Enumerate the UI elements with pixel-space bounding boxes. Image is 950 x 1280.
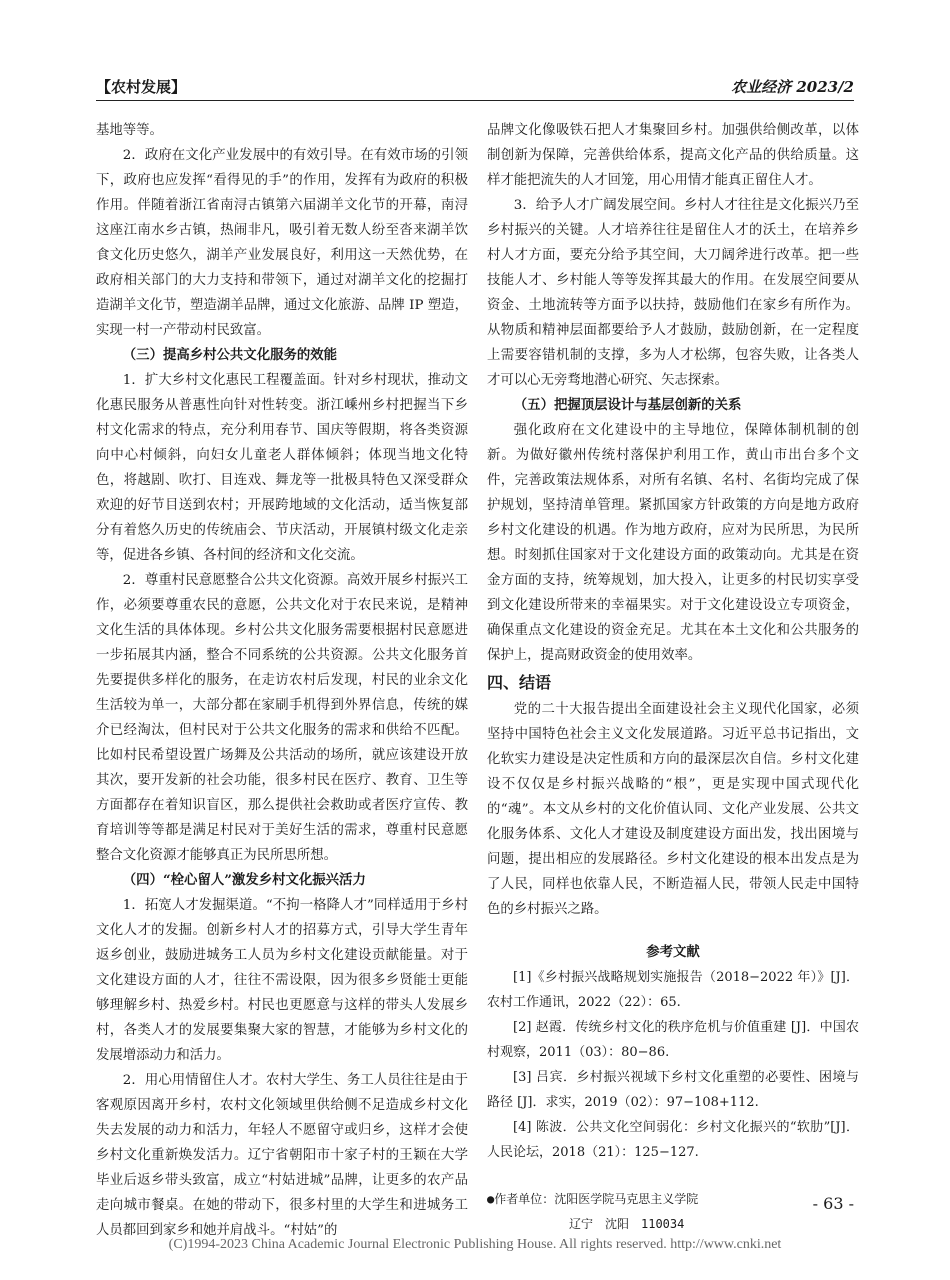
references-title: 参考文献 bbox=[646, 944, 700, 960]
section-heading: （五）把握顶层设计与基层创新的关系 bbox=[513, 397, 742, 413]
page-header bbox=[96, 76, 854, 101]
author-unit: ●作者单位：沈阳医学院马克思主义学院 bbox=[487, 1192, 699, 1206]
author-affiliation bbox=[487, 1187, 859, 1237]
reference-item: [3] 吕宾．乡村振兴视域下乡村文化重塑的必要性、困境与路径 [J]．求实，2019（02）：97−108+112. bbox=[487, 1070, 859, 1110]
reference-item: [2] 赵霞．传统乡村文化的秩序危机与价值重建 [J]．中国农村观察，2011（03）：80−86. bbox=[487, 1020, 859, 1060]
paragraph: 强化政府在文化建设中的主导地位，保障体制机制的创新。为做好徽州传统村落保护利用工作，黄山市出台多个文件，完善政策法规体系，对所有名镇、名村、名街均完成了保护规划，坚持清单管理。紧抓国家方针政策的方向是地方政府乡村文化建设的机遇。作为地方政府，应对为民所思，为民所想。时刻抓住国家对于文化建设方面的政策动向。尤其是在资金方面的支持，统筹规划，加大投入，让更多的村民切实享受到文化建设所带来的幸福果实。对于文化建设设立专项资金，确保重点文化建设的资金充足。尤其在本土文化和公共服务的保护上，提高财政资金的使用效率。 bbox=[487, 423, 859, 663]
reference-item: [1]《乡村振兴战略规划实施报告（2018−2022 年）》[J]．农村工作通讯，2022（22）：65. bbox=[487, 970, 859, 1010]
section-label: 【农村发展】 bbox=[96, 78, 187, 96]
journal-issue: 农业经济 2023/2 bbox=[731, 78, 854, 96]
page-number: - 63 - bbox=[812, 1194, 854, 1213]
paragraph: 党的二十大报告提出全面建设社会主义现代化国家，必须坚持中国特色社会主义文化发展道路。习近平总书记指出，文化软实力建设是决定性质和方向的最深层次自信。乡村文化建设不仅仅是乡村振兴战略的“根”，更是实现中国式现代化的“魂”。本文从乡村的文化价值认同、文化产业发展、公共文化服务体系、文化人才建设及制度建设方面出发，找出困境与问题，提出相应的发展路径。乡村文化建设的根本出发点是为了人民，同样也依靠人民，不断造福人民，带领人民走中国特色的乡村振兴之路。 bbox=[487, 702, 859, 917]
right-column bbox=[487, 118, 859, 1237]
paragraph: 2．尊重村民意愿整合公共文化资源。高效开展乡村振兴工作，必须要尊重农民的意愿，公共文化对于农民来说，是精神文化生活的具体体现。乡村公共文化服务需要根据村民意愿进一步拓展其内涵，整合不同系统的公共资源。公共文化服务首先要提供多样化的服务，在走访农村后发现，村民的业余文化生活较为单一，大部分都在家刷手机得到外界信息，传统的媒介已经淘汰，但村民对于公共文化服务的需求和供给不匹配。比如村民希望设置广场舞及公共活动的场所，就应该建设开放其次，要开发新的社会功能，很多村民在医疗、教育、卫生等方面都存在着知识盲区，那么提供社会救助或者医疗宣传、教育培训等等都是满足村民对于美好生活的需求，尊重村民意愿整合文化资源才能够真正为民所思所想。 bbox=[96, 573, 468, 863]
left-column bbox=[96, 118, 468, 1243]
section-heading: （三）提高乡村公共文化服务的效能 bbox=[122, 347, 338, 363]
reference-item: [4] 陈波．公共文化空间弱化：乡村文化振兴的“软肋”[J]．人民论坛，2018（21）：125−127. bbox=[487, 1120, 859, 1160]
copyright-footer: (C)1994-2023 China Academic Journal Electronic Publishing House. All rights reserved. http://www.cnki.net bbox=[168, 1237, 782, 1252]
paragraph: 1．扩大乡村文化惠民工程覆盖面。针对乡村现状，推动文化惠民服务从普惠性向针对性转变。浙江嵊州乡村把握当下乡村文化需求的特点，充分利用春节、国庆等假期，将各类资源向中心村倾斜，向妇女儿童老人群体倾斜；体现当地文化特色，将越剧、吹打、目连戏、舞龙等一批极具特色又深受群众欢迎的好节目送到农村；开展跨地域的文化活动，适当恢复部分有着悠久历史的传统庙会、节庆活动，开展镇村级文化走亲等，促进各乡镇、各村间的经济和文化交流。 bbox=[96, 373, 468, 563]
paragraph: 1．拓宽人才发掘渠道。“不拘一格降人才”同样适用于乡村文化人才的发掘。创新乡村人才的招募方式，引导大学生青年返乡创业，鼓励进城务工人员为乡村文化建设贡献能量。对于文化建设方面的人才，往往不需设限，因为很多乡贤能士更能够理解乡村、热爱乡村。村民也更愿意与这样的带头人发展乡村，各类人才的发展要集聚大家的智慧，才能够为乡村文化的发展增添动力和活力。 bbox=[96, 898, 468, 1063]
paragraph: 基地等等。 bbox=[96, 123, 163, 138]
paragraph: 2．政府在文化产业发展中的有效引导。在有效市场的引领下，政府也应发挥“看得见的手”的作用，发挥有为政府的积极作用。伴随着浙江省南浔古镇第六届湖羊文化节的开幕，南浔这座江南水乡古镇，热闹非凡，吸引着无数人纷至沓来湖羊饮食文化历史悠久，湖羊产业发展良好，利用这一天然优势，在政府相关部门的大力支持和带领下，通过对湖羊文化的挖掘打造湖羊文化节，塑造湖羊品牌，通过文化旅游、品牌 IP 塑造，实现一村一产带动村民致富。 bbox=[96, 148, 468, 338]
paragraph: 品牌文化像吸铁石把人才集聚回乡村。加强供给侧改革，以体制创新为保障，完善供给体系，提高文化产品的供给质量。这样才能把流失的人才回笼，用心用情才能真正留住人才。 bbox=[487, 123, 859, 188]
author-address: 辽宁 沈阳 110034 bbox=[569, 1217, 685, 1231]
paragraph: 2．用心用情留住人才。农村大学生、务工人员往往是由于客观原因离开乡村，农村文化领域里供给侧不足造成乡村文化失去发展的动力和活力，年轻人不愿留守或归乡，这样才会使乡村文化重新焕发活力。辽宁省朝阳市十家子村的王颖在大学毕业后返乡带头致富，成立“村姑进城”品牌，让更多的农产品走向城市餐桌。在她的带动下，很多村里的大学生和进城务工人员都回到家乡和她并肩战斗。“村姑”的 bbox=[96, 1073, 468, 1238]
conclusion-heading: 四、结语 bbox=[487, 673, 552, 692]
section-heading: （四）“栓心留人”激发乡村文化振兴活力 bbox=[122, 872, 366, 888]
paragraph: 3．给予人才广阔发展空间。乡村人才往往是文化振兴乃至乡村振兴的关键。人才培养往往是留住人才的沃土，在培养乡村人才方面，要充分给予其空间，大刀阔斧进行改革。把一些技能人才、乡村能人等等发挥其最大的作用。在发展空间要从资金、土地流转等方面予以扶持，鼓励他们在家乡有所作为。从物质和精神层面都要给予人才鼓励，鼓励创新，在一定程度上需要容错机制的支撑，多为人才松绑，包容失败，让各类人才可以心无旁骛地潜心研究、矢志探索。 bbox=[487, 198, 859, 388]
